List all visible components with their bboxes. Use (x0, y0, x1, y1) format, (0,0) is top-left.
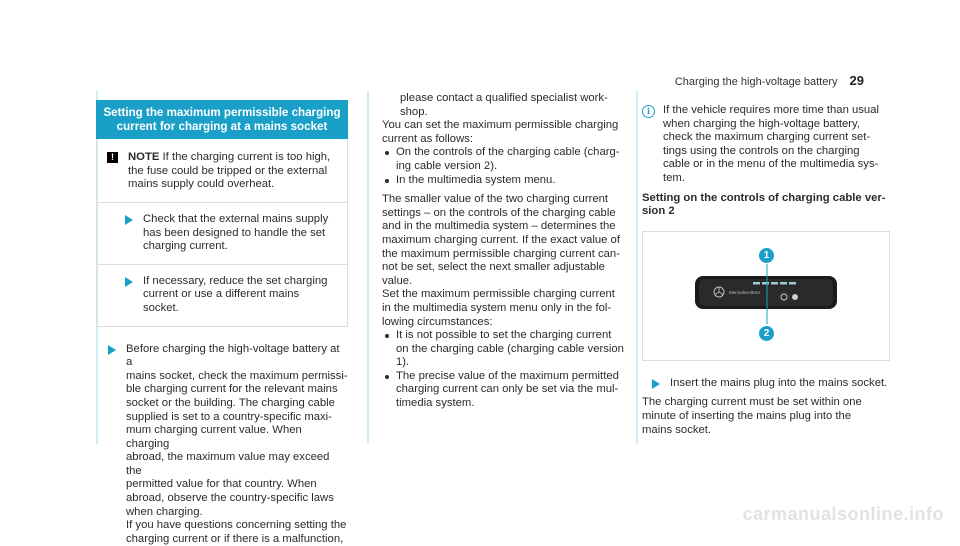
note-divider (97, 202, 347, 203)
step-arrow-icon (125, 277, 133, 287)
paragraph-3: Set the maximum permissible charging current in the multimedia system menu only in the fol- lowing circumstances: (382, 288, 615, 328)
info-icon: i (642, 105, 655, 118)
info-note: i If the vehicle requires more time than usual when charging the high-voltage battery, check the maximum charging current set- tings using the controls on the charging cable or in the menu of the multimedia sys- tem. (642, 104, 890, 186)
section-title: Setting the maximum permissible charging current for charging at a mains socket (96, 100, 348, 139)
watermark: carmanualsonline.info (742, 504, 944, 524)
charging-cable-figure (642, 231, 890, 361)
instruction-step: Before charging the high-voltage battery at a mains socket, check the maximum permissi- ble charging current for the relevant mains socket or the building. The charging cable supplied is set to a country-specific maxi- mum charging current value. When charging abroad, the maximum value may exceed the permitted value for that country. When abroad, observe the country-specific laws when charging. If you have questions concerning setting the charging current or if there is a malfunction, (96, 343, 348, 546)
paragraph: The charging current must be set within one minute of inserting the mains plug into the mains socket. (642, 396, 862, 436)
list-item: In the multimedia system menu. (382, 174, 632, 188)
page-number: 29 (849, 73, 864, 88)
paragraph-1: You can set the maximum permissible charging current as follows: (382, 119, 619, 145)
continued-text: please contact a qualified specialist work- shop. (400, 92, 608, 118)
step-arrow-icon (108, 345, 116, 355)
callout-2: 2 (759, 326, 774, 341)
column-3-sidebar (636, 91, 638, 444)
running-header (675, 73, 864, 88)
note-box: ! NOTE If the charging current is too high, the fuse could be tripped or the external mains supply could overheat. Check that the external mains supply has been designed to handle the set charging current. If necessary, reduce the set charging current or use a different mains socket. (96, 139, 348, 326)
note-divider (97, 264, 347, 265)
list-item: On the controls of the charging cable (charg- ing cable version 2). (382, 146, 632, 173)
column-2 (382, 92, 632, 411)
instruction-step: Insert the mains plug into the mains socket. (642, 377, 890, 391)
list-item: The precise value of the maximum permitted charging current can only be set via the mul- timedia system. (382, 370, 632, 411)
list-item: It is not possible to set the charging current on the charging cable (charging cable version 1). (382, 329, 632, 370)
subheading: Setting on the controls of charging cable ver- sion 2 (642, 191, 886, 218)
brand-wordmark: Mercedes-Benz (729, 289, 761, 295)
bullet-list-2 (382, 329, 632, 411)
current-button-icon (792, 294, 798, 300)
callout-1: 1 (759, 248, 774, 263)
warning-icon: ! (107, 152, 118, 163)
column-2-sidebar (367, 91, 369, 444)
note-label: NOTE (128, 151, 160, 164)
step-arrow-icon (652, 379, 660, 389)
paragraph-2: The smaller value of the two charging current settings – on the controls of the charging cable and in the multimedia system – determines the maximum charging current. If the exact value of the maximum permissible charging current can- not be set, select the next smaller adjustable value. (382, 193, 620, 287)
step-arrow-icon (125, 215, 133, 225)
running-title: Charging the high-voltage battery (674, 76, 838, 88)
bullet-list-1 (382, 146, 632, 187)
column-3 (642, 104, 890, 437)
column-1 (96, 100, 348, 546)
